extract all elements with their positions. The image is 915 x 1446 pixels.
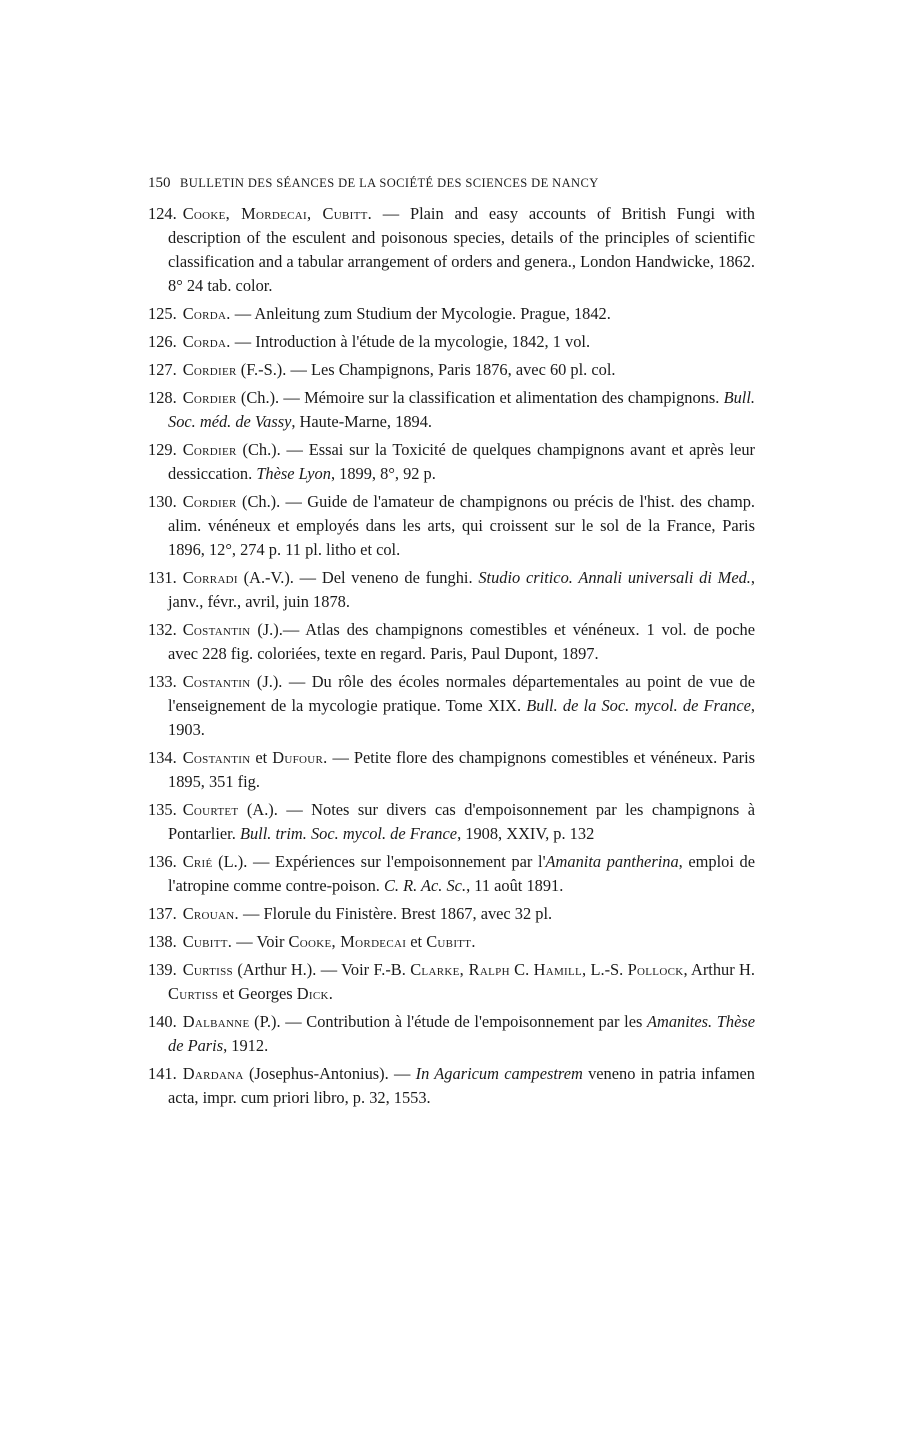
entry-num: 126.: [148, 332, 177, 351]
entry-sep: —: [280, 440, 309, 459]
running-header: [148, 175, 755, 192]
entry-author-extra: (F.-S.).: [236, 360, 287, 379]
entry-text2: , janv., févr., avril, juin 1878.: [168, 568, 756, 611]
entry-author: Cooke, Mordecai, Cubitt.: [182, 204, 373, 223]
entry-sep: —: [230, 332, 256, 351]
entry-num: 125.: [148, 304, 177, 323]
entry-author: Crouan.: [182, 904, 239, 923]
entry-author-extra: et: [250, 748, 273, 767]
entry-ital: Amanites. Thèse de Paris: [168, 1012, 755, 1055]
entry-text: Introduction à l'étude de la mycologie, 1842, 1 vol.: [255, 332, 591, 351]
running-title: BULLETIN DES SÉANCES DE LA SOCIÉTÉ DES SCIENCES DE NANCY: [180, 176, 599, 190]
entry-author-extra: (J.).: [250, 620, 283, 639]
entry-sep: —: [280, 492, 308, 511]
entry-num: 138.: [148, 932, 177, 951]
bibliography-entry: [148, 358, 755, 382]
bibliography-entry: [148, 798, 755, 846]
bibliography-list: [148, 202, 755, 1110]
entry-text: Plain and easy accounts of British Fungi with description of the esculent and poisonous species, details of the principles of scientific classification and a tabular arrangement of orders and genera., London Handwicke, 1862. 8° 24 tab. color.: [168, 204, 755, 295]
entry-ital: Amanita pantherina: [545, 852, 679, 871]
entry-ital: Studio critico. Annali universali di Med.: [478, 568, 751, 587]
entry-sc6: Dick.: [296, 984, 334, 1003]
entry-sep: —: [286, 360, 311, 379]
entry-text: Guide de l'amateur de champignons ou précis de l'hist. des champ. alim. vénéneux et employés dans les arts, qui croissent sur le sol de la France, Paris 1896, 12°, 274 p. 11 pl. litho et col.: [168, 492, 756, 559]
bibliography-entry: [148, 386, 755, 434]
entry-text2: , emploi de l'atropine comme contre-poison.: [168, 852, 755, 895]
entry-author: Dalbanne: [182, 1012, 250, 1031]
entry-text2: , Haute-Marne, 1894.: [291, 412, 433, 431]
bibliography-entry: [148, 302, 755, 326]
entry-text: Contribution à l'étude de l'empoisonnement par les: [306, 1012, 647, 1031]
bibliography-entry: [148, 202, 755, 298]
entry-text: Voir: [256, 932, 289, 951]
entry-author: Costantin: [182, 672, 251, 691]
entry-text: Essai sur la Toxicité de quelques champignons avant et après leur dessiccation.: [168, 440, 755, 483]
entry-text2: , 1908, XXIV, p. 132: [457, 824, 595, 843]
entry-author: Corda.: [182, 304, 231, 323]
entry-author-extra: (J.).: [250, 672, 283, 691]
entry-sep: —: [232, 932, 257, 951]
bibliography-entry: [148, 850, 755, 898]
entry-sep: —: [372, 204, 410, 223]
entry-text: Les Champignons, Paris 1876, avec 60 pl. col.: [310, 360, 616, 379]
entry-num: 128.: [148, 388, 177, 407]
entry-author: Dardana: [182, 1064, 244, 1083]
bibliography-entry: [148, 902, 755, 926]
entry-author: Curtiss: [182, 960, 233, 979]
entry-sc2: Clarke, Ralph: [410, 960, 510, 979]
entry-num: 124.: [148, 204, 177, 223]
entry-text: Del veneno de funghi.: [321, 568, 479, 587]
bibliography-entry: [148, 670, 755, 742]
entry-sep: —: [279, 388, 305, 407]
entry-num: 129.: [148, 440, 177, 459]
entry-num: 133.: [148, 672, 177, 691]
entry-ital2: C. R. Ac. Sc.: [383, 876, 467, 895]
entry-text: Du rôle des écoles normales départementales au point de vue de l'enseignement de la mycologie pratique. Tome XIX.: [168, 672, 755, 715]
entry-author-extra: (Josephus-Antonius).: [243, 1064, 389, 1083]
entry-sc3: Hamill: [533, 960, 583, 979]
entry-sc4: Pollock: [627, 960, 684, 979]
entry-sep: —: [247, 852, 275, 871]
page: [148, 175, 755, 1114]
entry-author: Cordier: [182, 388, 237, 407]
entry-num: 136.: [148, 852, 177, 871]
entry-sep: —: [280, 1012, 307, 1031]
bibliography-entry: [148, 1062, 755, 1110]
entry-text: Atlas des champignons comestibles et vénéneux. 1 vol. de poche avec 228 fig. coloriées, texte en regard. Paris, Paul Dupont, 1897.: [168, 620, 755, 663]
entry-author-extra: (Ch.).: [236, 440, 281, 459]
entry-sep: —: [327, 748, 354, 767]
entry-ital: Bull. Soc. méd. de Vassy: [168, 388, 755, 431]
entry-author: Corda.: [182, 332, 231, 351]
entry-author-extra: (L.).: [212, 852, 248, 871]
entry-text: Notes sur divers cas d'empoisonnement par les champignons à Pontarlier.: [168, 800, 756, 843]
entry-author: Cordier: [182, 440, 237, 459]
entry-author-extra: (A.).: [238, 800, 278, 819]
entry-sep: —: [230, 304, 255, 323]
entry-sep: —: [277, 800, 312, 819]
entry-text2: C.: [509, 960, 534, 979]
entry-sep: —: [316, 960, 342, 979]
entry-sc2: Cooke, Mordecai: [288, 932, 407, 951]
entry-text2: veneno in patria infamen acta, impr. cum priori libro, p. 32, 1553.: [168, 1064, 755, 1107]
entry-text5: et Georges: [218, 984, 297, 1003]
entry-sep: —: [238, 904, 264, 923]
entry-sc3: Cubitt.: [426, 932, 476, 951]
entry-num: 135.: [148, 800, 177, 819]
entry-sep: —: [388, 1064, 416, 1083]
entry-ital: Thèse Lyon: [256, 464, 331, 483]
entry-sep: —: [282, 672, 312, 691]
entry-author: Crié: [182, 852, 213, 871]
entry-text3: , 11 août 1891.: [466, 876, 564, 895]
entry-text: Florule du Finistère. Brest 1867, avec 32 pl.: [263, 904, 553, 923]
entry-sep: —: [293, 568, 322, 587]
entry-author: Courtet: [182, 800, 239, 819]
entry-author-extra: (Ch.).: [236, 388, 280, 407]
bibliography-entry: [148, 958, 755, 1006]
entry-text: Mémoire sur la classification et alimentation des champignons.: [304, 388, 724, 407]
entry-text3: , L.-S.: [582, 960, 628, 979]
entry-num: 141.: [148, 1064, 177, 1083]
bibliography-entry: [148, 1010, 755, 1058]
entry-ital: In Agaricum campestrem: [415, 1064, 583, 1083]
entry-num: 137.: [148, 904, 177, 923]
entry-author: Costantin: [182, 748, 251, 767]
entry-author-extra: (Ch.).: [236, 492, 281, 511]
entry-text2: , 1899, 8°, 92 p.: [330, 464, 436, 483]
entry-text2: , 1903.: [168, 696, 755, 739]
bibliography-entry: [148, 490, 755, 562]
entry-text2: et: [406, 932, 427, 951]
entry-author: Cordier: [182, 492, 237, 511]
entry-text2: , 1912.: [223, 1036, 269, 1055]
entry-author: Corradi: [182, 568, 238, 587]
entry-author: Costantin: [182, 620, 251, 639]
entry-sc5: Curtiss: [168, 984, 219, 1003]
entry-num: 134.: [148, 748, 177, 767]
entry-author: Cubitt.: [182, 932, 233, 951]
entry-num: 131.: [148, 568, 177, 587]
entry-ital: Bull. de la Soc. mycol. de France: [526, 696, 751, 715]
entry-text: Voir F.-B.: [341, 960, 411, 979]
entry-author-extra: (A.-V.).: [237, 568, 294, 587]
entry-text: Expériences sur l'empoisonnement par l': [274, 852, 546, 871]
bibliography-entry: [148, 438, 755, 486]
entry-author2: Dufour.: [272, 748, 328, 767]
bibliography-entry: [148, 746, 755, 794]
entry-sep: —: [282, 620, 306, 639]
bibliography-entry: [148, 930, 755, 954]
bibliography-entry: [148, 566, 755, 614]
page-number: 150: [148, 175, 171, 191]
entry-ital: Bull. trim. Soc. mycol. de France: [239, 824, 458, 843]
entry-text4: , Arthur H.: [683, 960, 755, 979]
entry-num: 130.: [148, 492, 177, 511]
entry-author-extra: (P.).: [249, 1012, 281, 1031]
entry-num: 132.: [148, 620, 177, 639]
bibliography-entry: [148, 618, 755, 666]
entry-num: 139.: [148, 960, 177, 979]
entry-num: 127.: [148, 360, 177, 379]
entry-author: Cordier: [182, 360, 237, 379]
entry-author-extra: (Arthur H.).: [232, 960, 317, 979]
entry-num: 140.: [148, 1012, 177, 1031]
entry-text: Anleitung zum Studium der Mycologie. Prague, 1842.: [254, 304, 611, 323]
entry-text: Petite flore des champignons comestibles et vénéneux. Paris 1895, 351 fig.: [168, 748, 756, 791]
bibliography-entry: [148, 330, 755, 354]
